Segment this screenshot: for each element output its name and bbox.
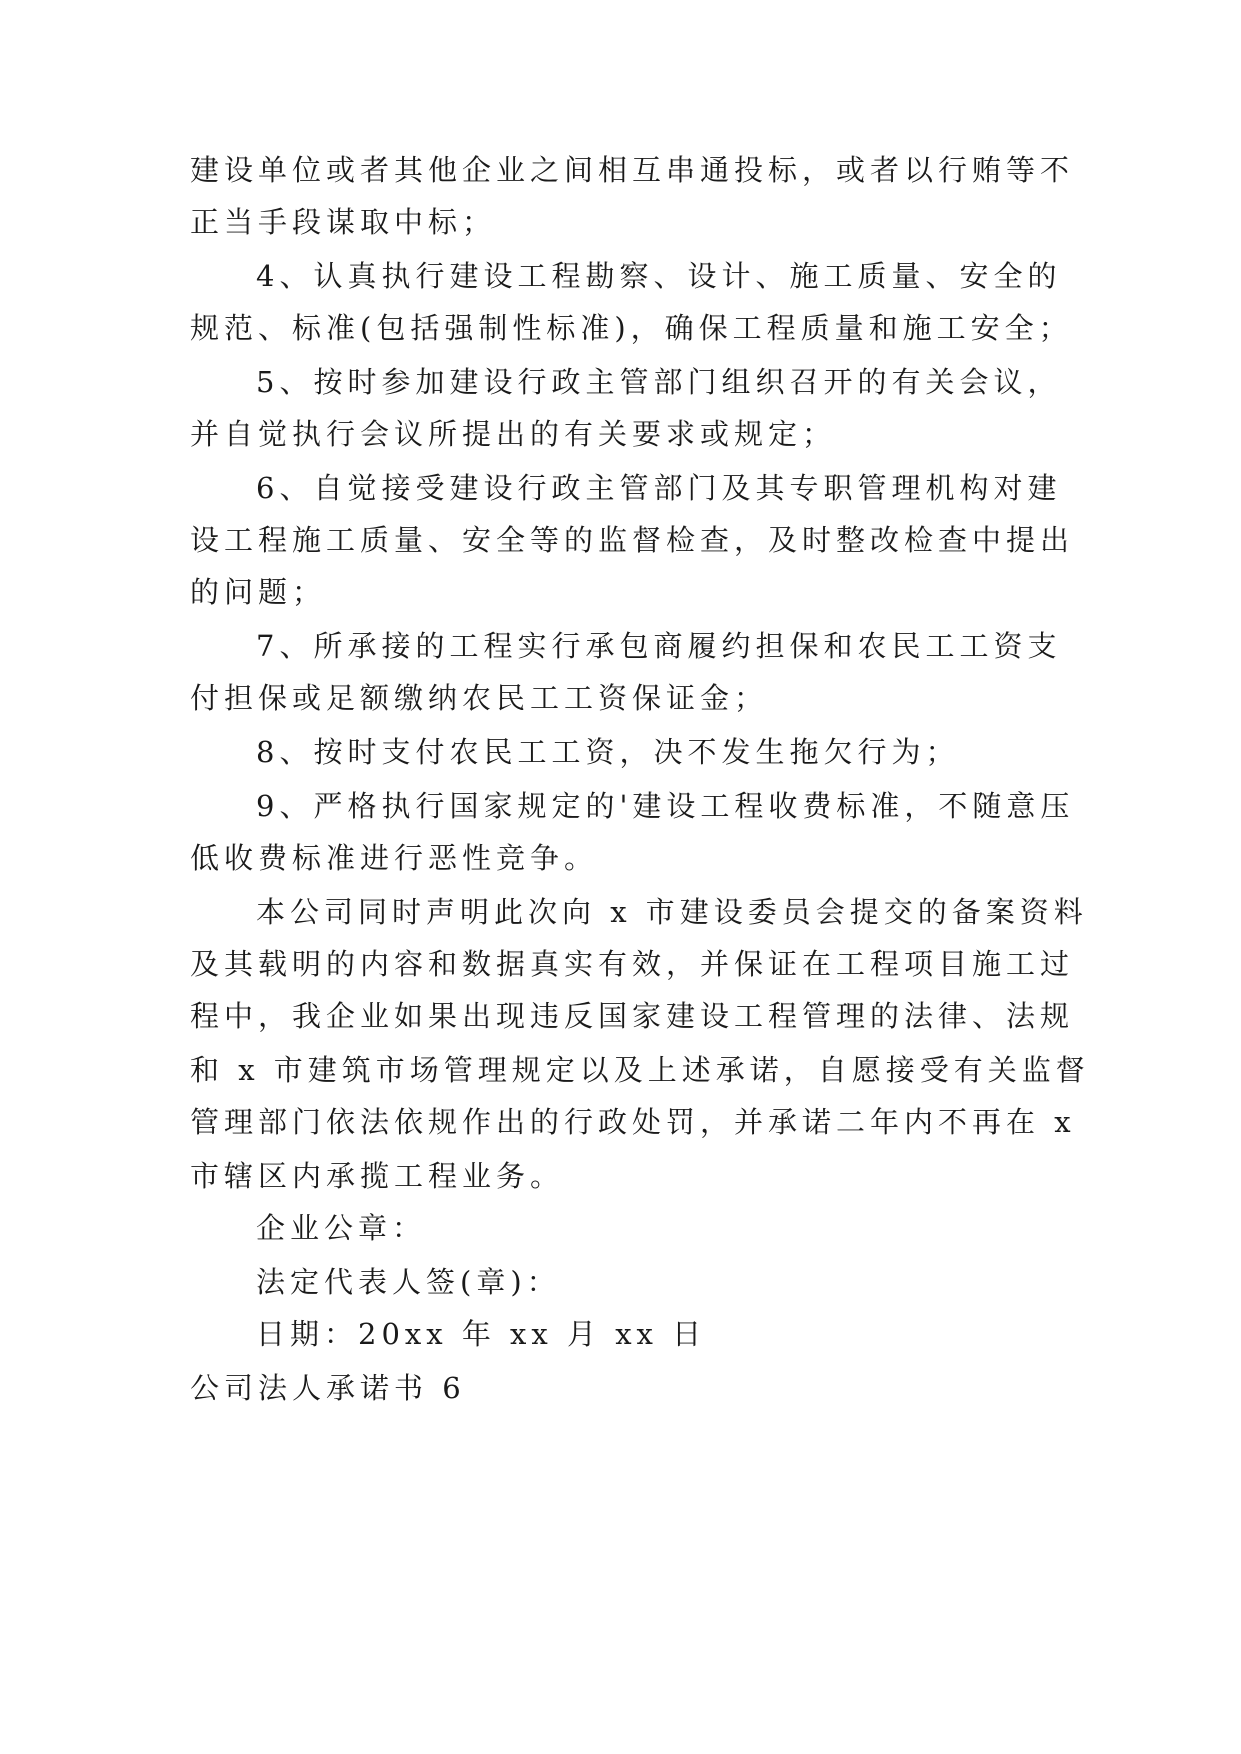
text-line: 市辖区内承揽工程业务。 (190, 1159, 565, 1193)
text-line: 及其载明的内容和数据真实有效，并保证在工程项目施工过 (190, 947, 1075, 981)
text-line: 管理部门依法依规作出的行政处罚，并承诺二年内不再在 x (190, 1105, 1076, 1139)
text-line: 付担保或足额缴纳农民工工资保证金； (190, 681, 769, 715)
text-line: 企业公章： (256, 1211, 427, 1245)
text-line: 5、按时参加建设行政主管部门组织召开的有关会议， (256, 365, 1062, 399)
text-line: 并自觉执行会议所提出的有关要求或规定； (190, 417, 837, 451)
text-line: 程中，我企业如果出现违反国家建设工程管理的法律、法规 (190, 999, 1075, 1033)
text-line: 日期：20xx 年 xx 月 xx 日 (256, 1317, 707, 1351)
text-line: 本公司同时声明此次向 x 市建设委员会提交的备案资料 (256, 895, 1088, 929)
text-line: 7、所承接的工程实行承包商履约担保和农民工工资支 (256, 629, 1062, 663)
text-line: 低收费标准进行恶性竞争。 (190, 841, 599, 875)
text-line: 9、严格执行国家规定的'建设工程收费标准，不随意压 (256, 789, 1075, 823)
text-line: 的问题； (190, 575, 327, 609)
text-line: 规范、标准(包括强制性标准)，确保工程质量和施工安全； (190, 311, 1073, 345)
text-line: 和 x 市建筑市场管理规定以及上述承诺，自愿接受有关监督 (190, 1053, 1090, 1087)
text-line: 建设单位或者其他企业之间相互串通投标，或者以行贿等不 (190, 153, 1075, 187)
section-heading: 公司法人承诺书 6 (190, 1371, 466, 1405)
text-line: 正当手段谋取中标； (190, 205, 497, 239)
text-line: 4、认真执行建设工程勘察、设计、施工质量、安全的 (256, 259, 1062, 293)
text-line: 设工程施工质量、安全等的监督检查，及时整改检查中提出 (190, 523, 1075, 557)
text-line: 6、自觉接受建设行政主管部门及其专职管理机构对建 (256, 471, 1062, 505)
text-line: 法定代表人签(章)： (256, 1265, 561, 1299)
text-line: 8、按时支付农民工工资，决不发生拖欠行为； (256, 735, 960, 769)
